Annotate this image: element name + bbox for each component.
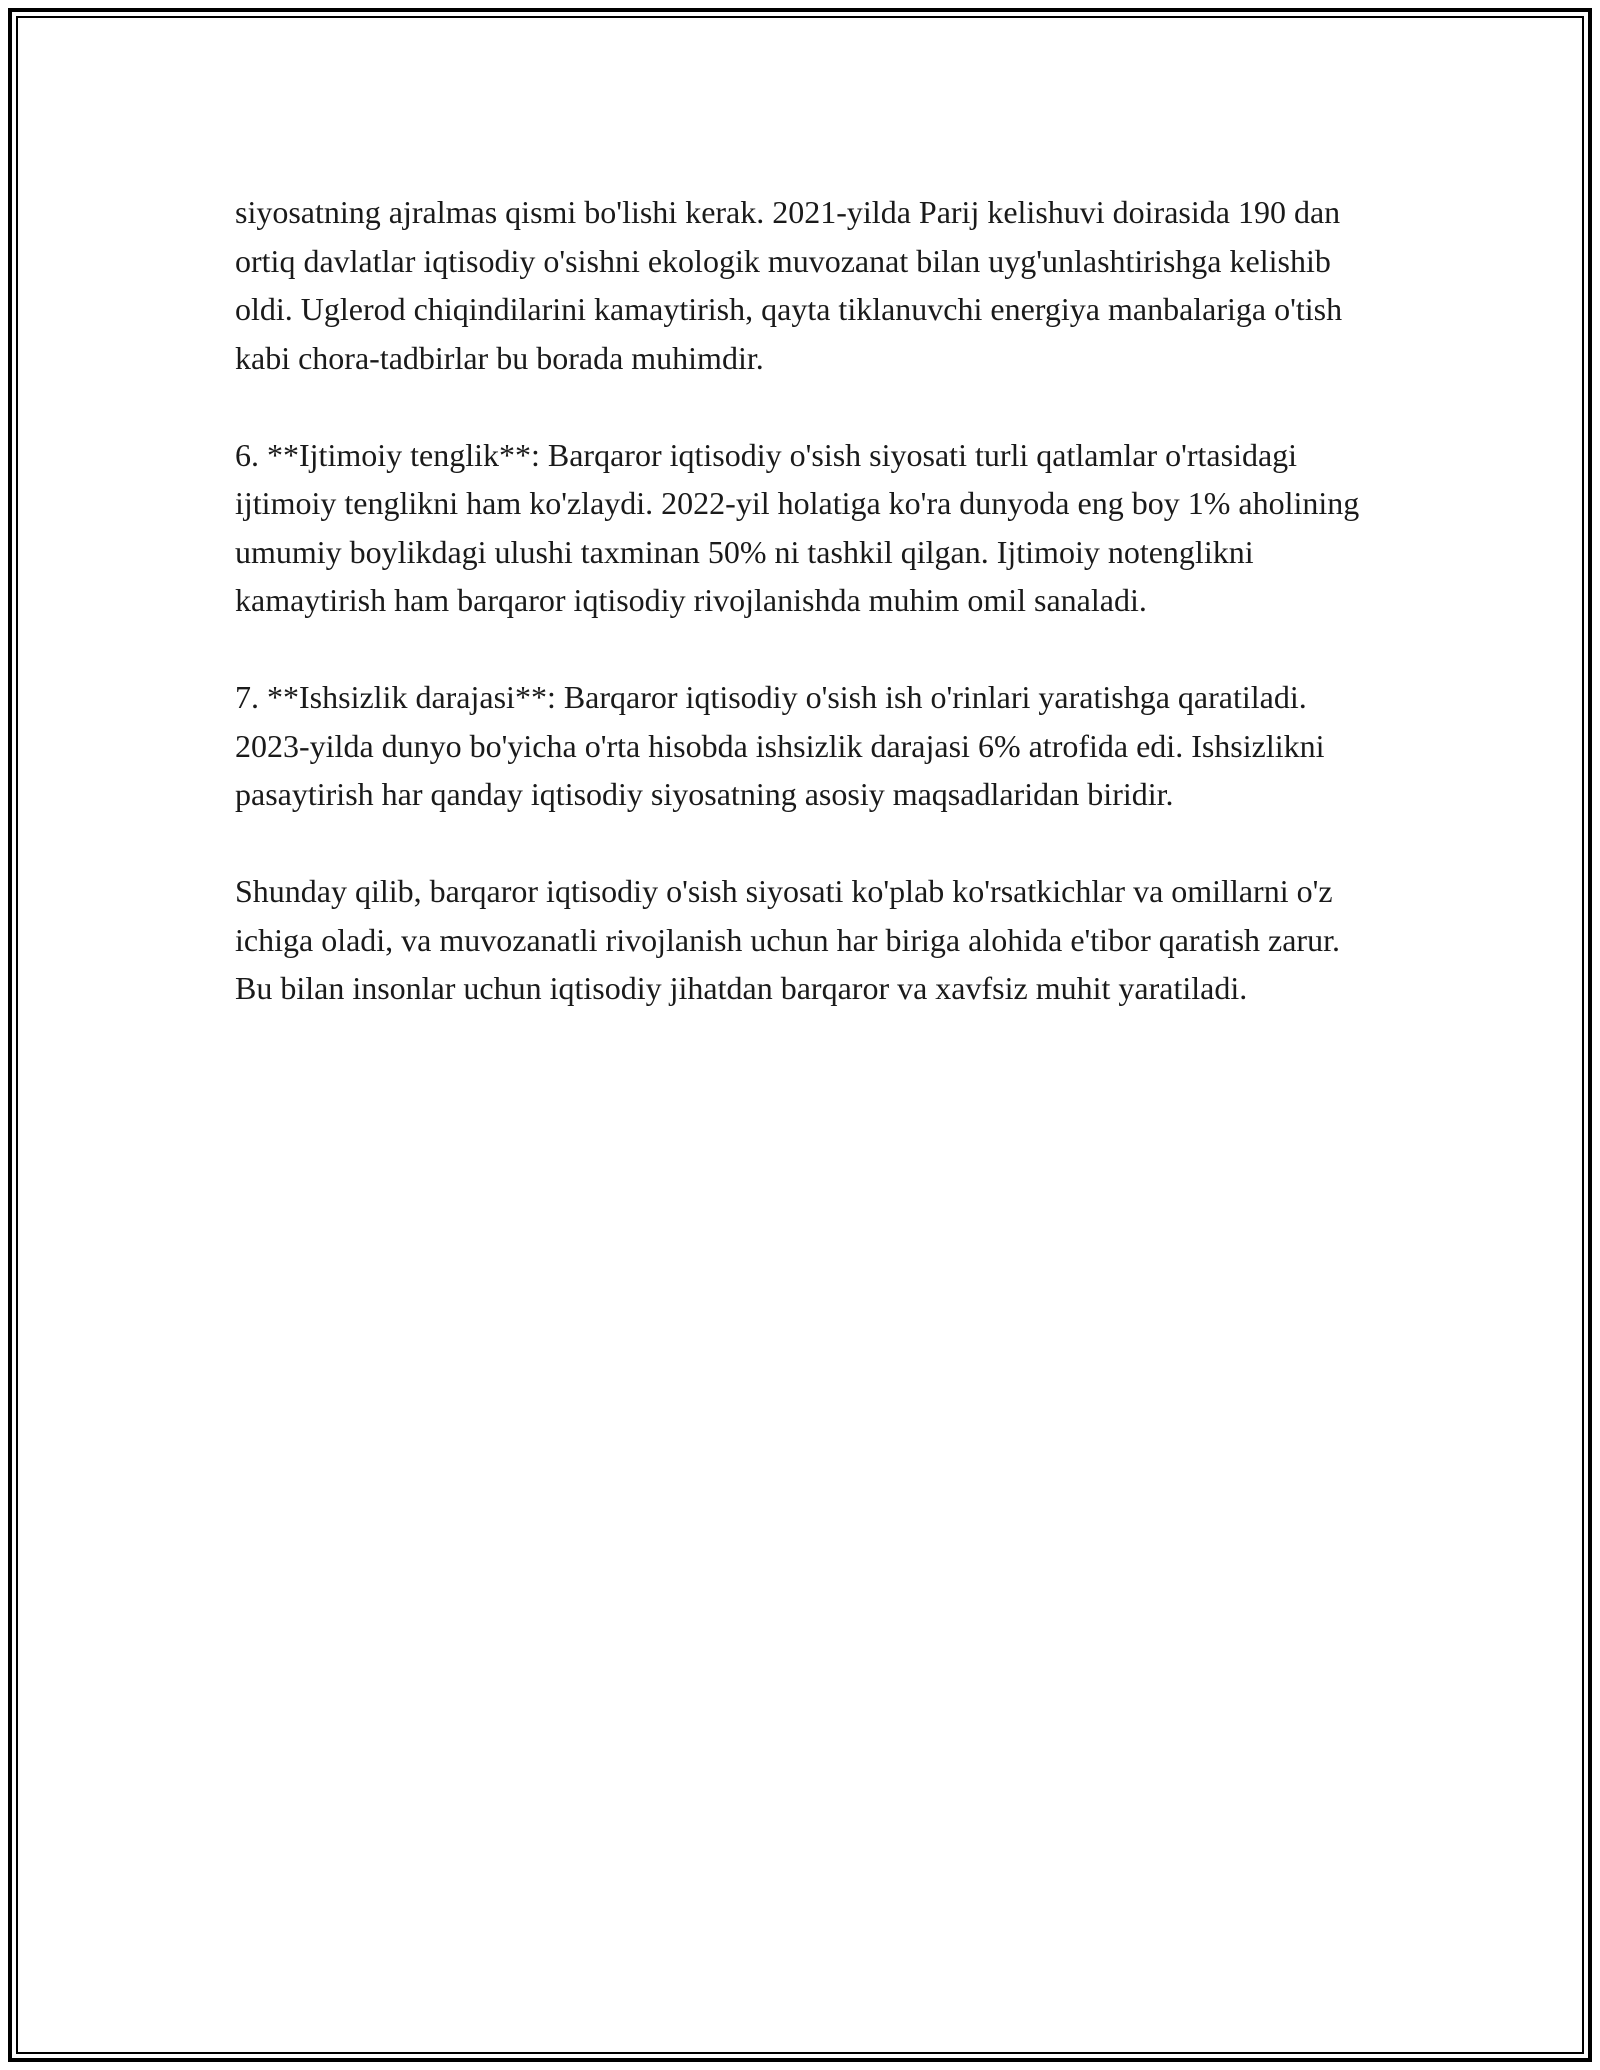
paragraph-social-equality: 6. **Ijtimoiy tenglik**: Barqaror iqtisodiy o'sish siyosati turli qatlamlar o'rtasidagi ijtimoiy tenglikni ham ko'zlaydi. 2022-yil holatiga ko'ra dunyoda eng boy 1% aholining umumiy boylikdagi ulushi taxminan 50% ni tashkil qilgan. Ijtimoiy notenglikni kamaytirish ham barqaror iqtisodiy rivojlanishda muhim omil sanaladi. — [235, 436, 1360, 618]
paragraph-conclusion: Shunday qilib, barqaror iqtisodiy o'sish siyosati ko'plab ko'rsatkichlar va omillarni o'z ichiga oladi, va muvozanatli rivojlanish uchun har biriga alohida e'tibor qaratish zarur. Bu bilan insonlar uchun iqtisodiy jihatdan barqaror va xavfsiz muhit yaratiladi. — [235, 873, 1340, 1006]
document-body — [235, 188, 1385, 1061]
paragraph-unemployment-rate: 7. **Ishsizlik darajasi**: Barqaror iqtisodiy o'sish ish o'rinlari yaratishga qaratiladi. 2023-yilda dunyo bo'yicha o'rta hisobda ishsizlik darajasi 6% atrofida edi. Ishsizlikni pasaytirish har qanday iqtisodiy siyosatning asosiy maqsadlaridan biridir. — [235, 679, 1325, 812]
paragraph-environment-continuation: siyosatning ajralmas qismi bo'lishi kerak. 2021-yilda Parij kelishuvi doirasida 190 dan ortiq davlatlar iqtisodiy o'sishni ekologik muvozanat bilan uyg'unlashtirishga kelishib oldi. Uglerod chiqindilarini kamaytirish, qayta tiklanuvchi energiya manbalariga o'tish kabi chora-tadbirlar bu borada muhimdir. — [235, 194, 1343, 376]
